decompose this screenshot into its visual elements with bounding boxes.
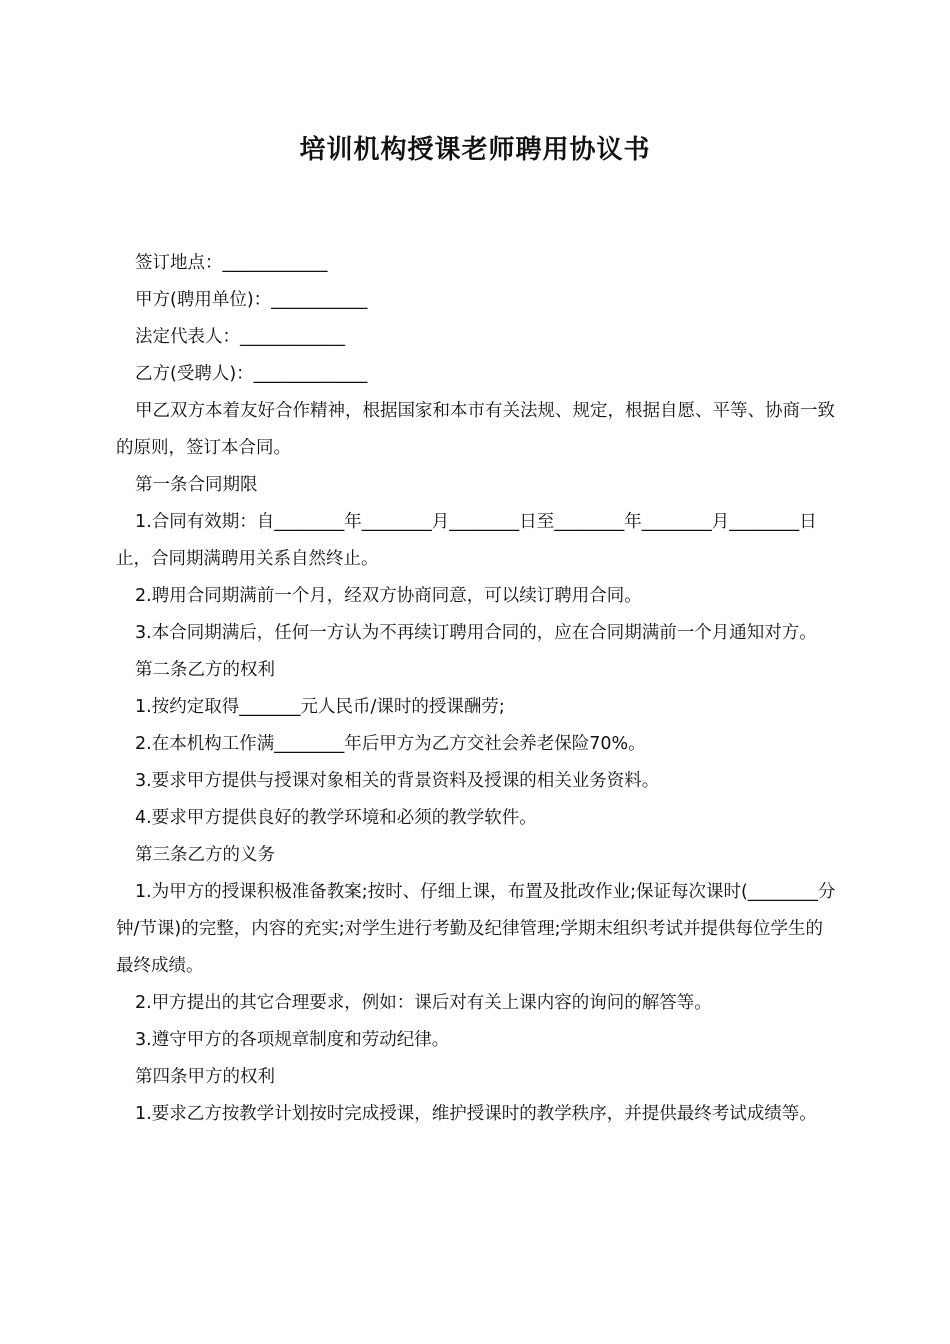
article-3-clause-3: 3.遵守甲方的各项规章制度和劳动纪律。 <box>135 1030 450 1050</box>
article-4-heading: 第四条甲方的权利 <box>135 1067 275 1087</box>
article-1-heading: 第一条合同期限 <box>135 475 258 495</box>
article-2-clause-3: 3.要求甲方提供与授课对象相关的背景资料及授课的相关业务资料。 <box>135 771 660 791</box>
article-1-clause-3: 3.本合同期满后，任何一方认为不再续订聘用合同的，应在合同期满前一个月通知对方。 <box>135 623 817 643</box>
article-1-clause-2: 2.聘用合同期满前一个月，经双方协商同意，可以续订聘用合同。 <box>135 586 642 606</box>
article-3-heading: 第三条乙方的义务 <box>135 845 275 865</box>
document-title: 培训机构授课老师聘用协议书 <box>299 135 651 165</box>
signing-place-line: 签订地点：____________ <box>135 253 328 273</box>
article-2-heading: 第二条乙方的权利 <box>135 660 275 680</box>
document-body <box>116 245 836 1133</box>
article-2-clause-4: 4.要求甲方提供良好的教学环境和必须的教学软件。 <box>135 808 537 828</box>
preamble-paragraph: 甲乙双方本着友好合作精神，根据国家和本市有关法规、规定，根据自愿、平等、协商一致的原则，签订本合同。 <box>116 401 835 458</box>
article-3-clause-2: 2.甲方提出的其它合理要求，例如：课后对有关上课内容的询问的解答等。 <box>135 993 712 1013</box>
article-2-clause-1: 1.按约定取得_______元人民币/课时的授课酬劳; <box>135 697 505 717</box>
article-4-clause-1: 1.要求乙方按教学计划按时完成授课，维护授课时的教学秩序，并提供最终考试成绩等。 <box>135 1104 817 1124</box>
legal-representative-line: 法定代表人：____________ <box>135 327 345 347</box>
article-3-clause-1: 1.为甲方的授课积极准备教案;按时、仔细上课，布置及批改作业;保证每次课时(________分钟/节课)的完整，内容的充实;对学生进行考勤及纪律管理;学期末组织考试并提供每位学生的最终成绩。 <box>116 882 836 976</box>
article-1-clause-1: 1.合同有效期：自________年________月________日至________年________月________日止，合同期满聘用关系自然终止。 <box>116 512 817 569</box>
party-a-line: 甲方(聘用单位)：___________ <box>135 290 368 310</box>
article-2-clause-2: 2.在本机构工作满________年后甲方为乙方交社会养老保险70%。 <box>135 734 646 754</box>
party-b-line: 乙方(受聘人)：_____________ <box>135 364 368 384</box>
